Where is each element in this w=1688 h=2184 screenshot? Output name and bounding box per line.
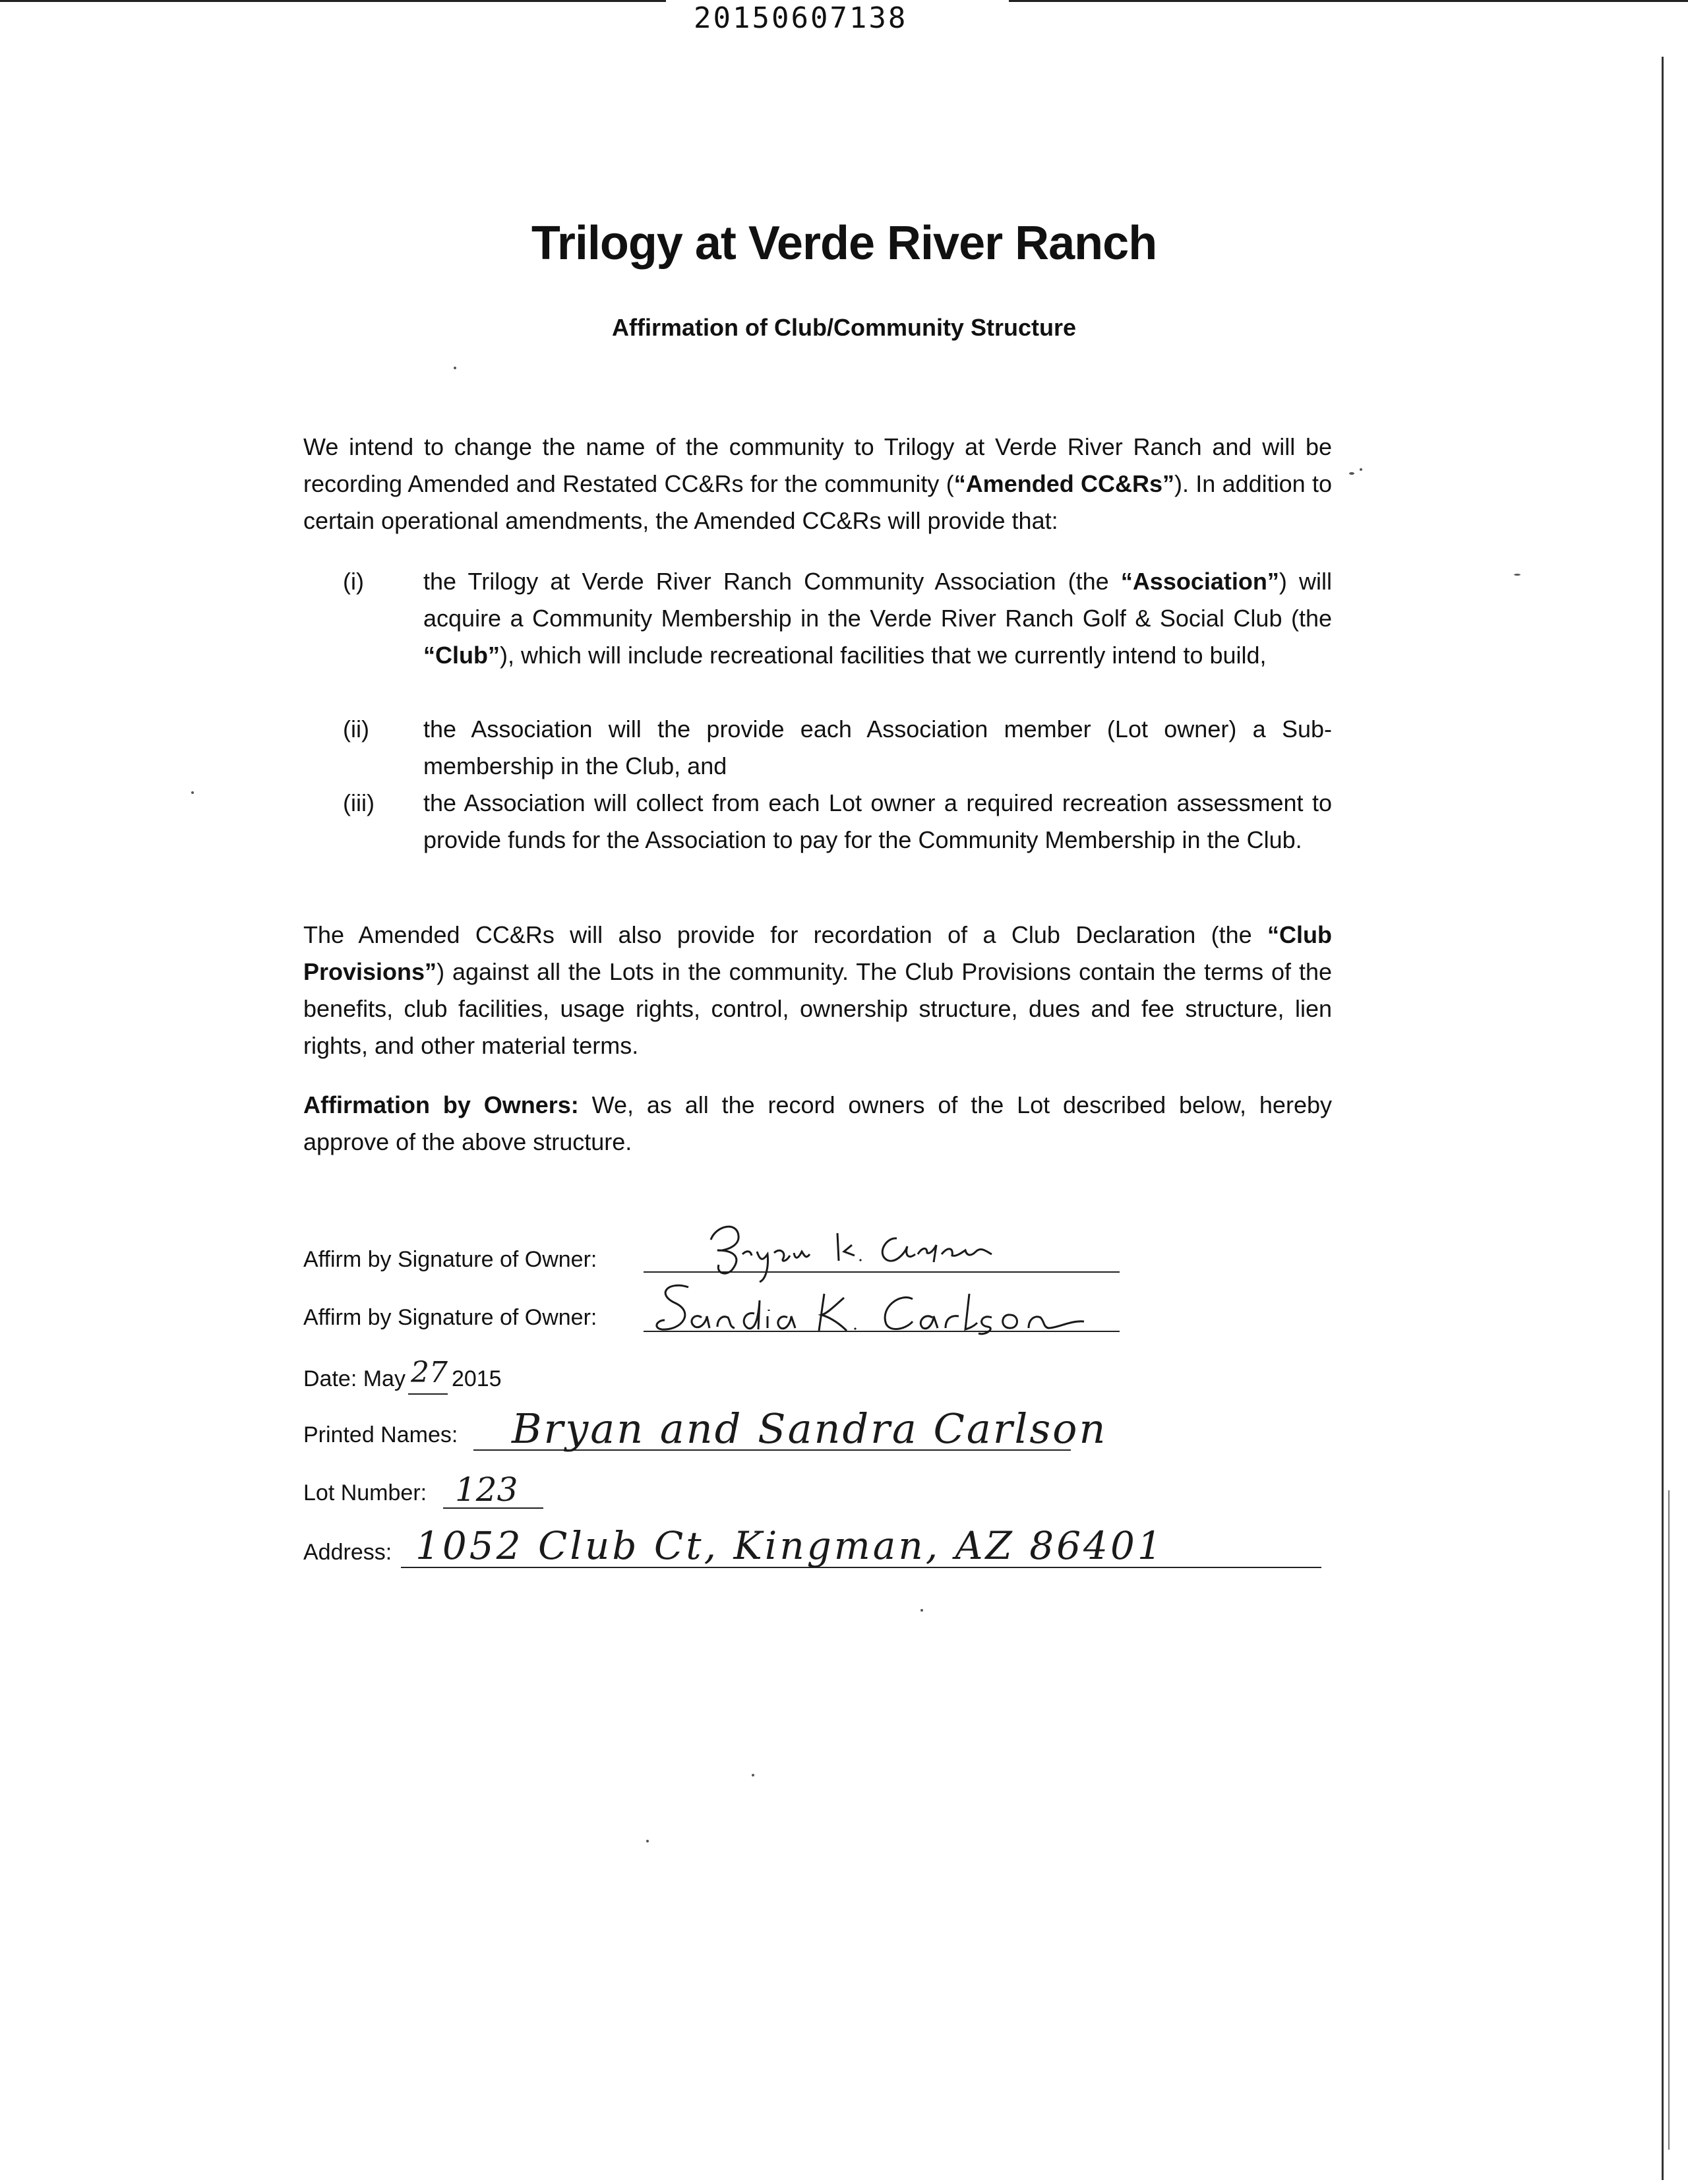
date-day-value: 27 [410, 1356, 448, 1389]
scan-top-border-right [1009, 0, 1688, 2]
lot-number-label: Lot Number: [303, 1480, 427, 1505]
list-item-text: the Association will collect from each Lot owner a required recreation assessment to provide funds for the Association to pay for the Community Membership in the Club. [423, 789, 1332, 853]
list-item-bold-term: “Association” [1120, 568, 1279, 595]
address-value: 1052 Club Ct, Kingman, AZ 86401 [415, 1523, 1164, 1568]
scan-top-border-left [0, 0, 666, 2]
scan-speck [454, 367, 456, 369]
scan-speck [191, 791, 194, 794]
affirmation-heading: Affirmation by Owners: [303, 1091, 579, 1118]
list-item-number: (ii) [343, 715, 369, 743]
club-text-1: The Amended CC&Rs will also provide for recordation of a Club Declaration (the [303, 921, 1268, 948]
list-item-number: (iii) [343, 789, 375, 816]
list-item-text [423, 563, 1332, 674]
owner-signature-1-label: Affirm by Signature of Owner: [303, 1247, 597, 1272]
date-year: 2015 [451, 1366, 502, 1391]
intro-paragraph [303, 429, 1332, 539]
list-item-text-part: ) will acquire a Community Membership in the Verde River Ranch Golf & Social Club (the [423, 568, 1332, 632]
list-item-text-part: the Trilogy at Verde River Ranch Community Association (the [423, 568, 1121, 595]
owner-signature-1 [699, 1213, 1002, 1286]
printed-names-value: Bryan and Sandra Carlson [512, 1405, 1108, 1453]
list-item-text-part: ), which will include recreational facilities that we currently intend to build, [499, 642, 1267, 669]
printed-names-label: Printed Names: [303, 1422, 458, 1447]
scan-speck [646, 1840, 649, 1842]
scan-speck [1349, 472, 1354, 475]
list-item-bold-term: “Club” [423, 642, 500, 669]
page-title: Trilogy at Verde River Ranch [531, 217, 1157, 270]
affirmation-text: We, as all the record owners of the Lot described below, hereby approve of the above structure. [303, 1091, 1332, 1155]
intro-bold-term: “Amended CC&Rs” [953, 470, 1175, 497]
address-label: Address: [303, 1540, 392, 1565]
page-subtitle: Affirmation of Club/Community Structure [612, 314, 1076, 341]
list-item-text: the Association will the provide each Association member (Lot owner) a Sub-membership in the Club, and [423, 715, 1332, 779]
affirmation-paragraph [303, 1087, 1332, 1161]
intro-text-2: ). In addition to certain operational amendments, the Amended CC&Rs will provide that: [303, 470, 1332, 534]
date-day-field [408, 1356, 448, 1393]
intro-text-1: We intend to change the name of the community to Trilogy at Verde River Ranch and will be recording Amended and Restated CC&Rs for the community ( [303, 433, 1332, 497]
scan-speck [920, 1609, 923, 1612]
owner-signature-2 [649, 1281, 1097, 1340]
club-text-2: ) against all the Lots in the community. The Club Provisions contain the terms of the benefits, club facilities, usage rights, control, ownership structure, dues and fee structure, lien rights, and other material terms. [303, 958, 1332, 1059]
club-provisions-paragraph [303, 917, 1332, 1064]
date-label [303, 1356, 502, 1393]
scan-right-edge-faint [1668, 1490, 1670, 2150]
scan-right-edge [1662, 57, 1664, 2180]
club-bold-term: “Club Provisions” [303, 921, 1332, 985]
scan-speck [1360, 468, 1362, 471]
date-day-line [408, 1393, 448, 1395]
owner-signature-2-label: Affirm by Signature of Owner: [303, 1305, 597, 1330]
document-number: 20150607138 [694, 1, 908, 35]
lot-number-value: 123 [455, 1471, 518, 1509]
date-label-text: Date: May [303, 1366, 406, 1391]
scan-speck [752, 1774, 754, 1776]
scan-speck [1514, 574, 1521, 576]
list-item-number: (i) [343, 568, 364, 595]
